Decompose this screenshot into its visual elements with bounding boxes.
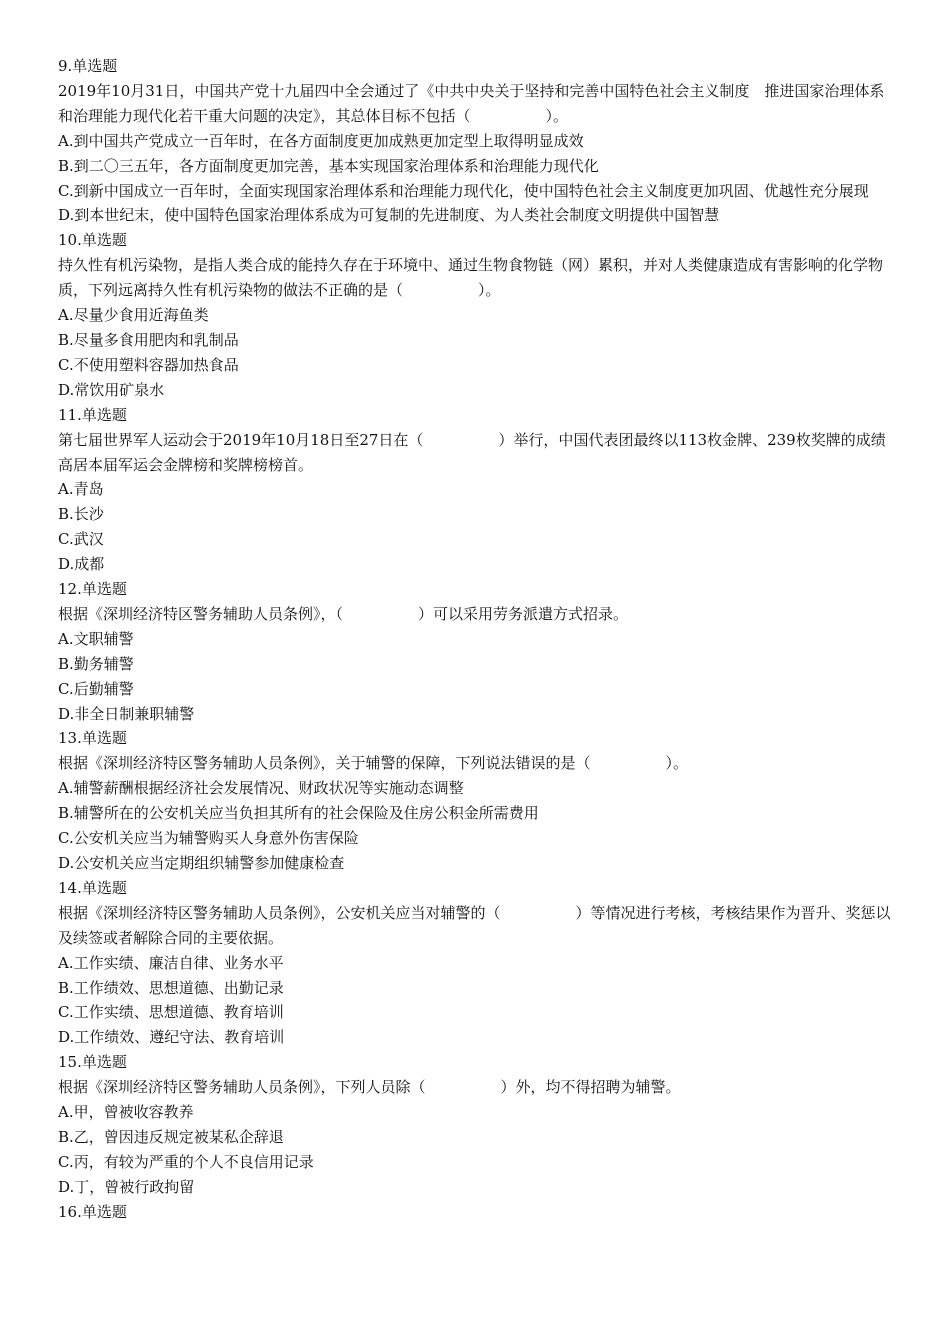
question-number: 14.单选题: [58, 878, 127, 897]
option-c: C.武汉: [58, 530, 104, 549]
question-stem: 根据《深圳经济特区警务辅助人员条例》，（ ）可以采用劳务派遣方式招录。: [58, 604, 629, 623]
option-b: B.长沙: [58, 505, 104, 524]
question-stem: 根据《深圳经济特区警务辅助人员条例》，下列人员除（ ）外，均不得招聘为辅警。: [58, 1078, 681, 1097]
option-b: B.工作绩效、思想道德、出勤记录: [58, 978, 284, 997]
option-d: D.到本世纪末，使中国特色国家治理体系成为可复制的先进制度、为人类社会制度文明提供中国智慧: [58, 206, 720, 225]
question-number: 9.单选题: [58, 57, 118, 75]
option-c: C.丙，有较为严重的个人不良信用记录: [58, 1152, 314, 1171]
question-15: [58, 1050, 898, 1199]
option-a: A.辅警薪酬根据经济社会发展情况、财政状况等实施动态调整: [58, 779, 464, 798]
question-stem: 2019年10月31日，中国共产党十九届四中全会通过了《中共中央关于坚持和完善中国特色社会主义制度 推进国家治理体系和治理能力现代化若干重大问题的决定》，其总体目标不包括（ ）。: [58, 81, 885, 125]
option-b: B.尽量多食用肥肉和乳制品: [58, 330, 239, 349]
option-d: D.常饮用矿泉水: [58, 380, 165, 399]
option-c: C.不使用塑料容器加热食品: [58, 355, 239, 374]
question-number: 16.单选题: [58, 1202, 127, 1221]
question-9: [58, 54, 898, 228]
question-stem: 根据《深圳经济特区警务辅助人员条例》，公安机关应当对辅警的（ ）等情况进行考核，考核结果作为晋升、奖惩以及续签或者解除合同的主要依据。: [58, 903, 891, 947]
option-d: D.非全日制兼职辅警: [58, 704, 195, 723]
option-a: A.工作实绩、廉洁自律、业务水平: [58, 953, 284, 972]
option-b: B.到二〇三五年，各方面制度更加完善，基本实现国家治理体系和治理能力现代化: [58, 156, 599, 175]
question-10: [58, 228, 898, 402]
option-c: C.到新中国成立一百年时，全面实现国家治理体系和治理能力现代化，使中国特色社会主义制度更加巩固、优越性充分展现: [58, 181, 869, 200]
option-a: A.甲，曾被收容教养: [58, 1103, 194, 1122]
question-number: 10.单选题: [58, 231, 127, 250]
question-stem: 根据《深圳经济特区警务辅助人员条例》，关于辅警的保障，下列说法错误的是（ ）。: [58, 754, 689, 773]
question-stem: 第七届世界军人运动会于2019年10月18日至27日在（ ）举行，中国代表团最终以113枚金牌、239枚奖牌的成绩高居本届军运会金牌榜和奖牌榜榜首。: [58, 430, 886, 474]
option-b: B.乙，曾因违反规定被某私企辞退: [58, 1127, 284, 1146]
option-a: A.尽量少食用近海鱼类: [58, 306, 209, 325]
question-number: 15.单选题: [58, 1053, 127, 1072]
question-13: [58, 726, 898, 875]
question-number: 11.单选题: [58, 405, 127, 424]
option-a: A.文职辅警: [58, 629, 134, 648]
question-11: [58, 403, 898, 577]
option-d: D.公安机关应当定期组织辅警参加健康检查: [58, 854, 345, 872]
question-12: [58, 577, 898, 726]
option-b: B.勤务辅警: [58, 654, 134, 673]
option-c: C.工作实绩、思想道德、教育培训: [58, 1003, 284, 1022]
option-c: C.后勤辅警: [58, 679, 134, 698]
question-stem: 持久性有机污染物，是指人类合成的能持久存在于环境中、通过生物食物链（网）累积，并对人类健康造成有害影响的化学物质，下列远离持久性有机污染物的做法不正确的是（ ）。: [58, 256, 884, 300]
question-number: 12.单选题: [58, 580, 127, 599]
option-a: A.青岛: [58, 480, 104, 499]
option-b: B.辅警所在的公安机关应当负担其所有的社会保险及住房公积金所需费用: [58, 804, 539, 823]
option-d: D.成都: [58, 555, 105, 574]
question-number: 13.单选题: [58, 729, 127, 748]
document-body: [58, 54, 898, 1225]
question-16: [58, 1200, 898, 1225]
option-a: A.到中国共产党成立一百年时，在各方面制度更加成熟更加定型上取得明显成效: [58, 131, 584, 150]
option-c: C.公安机关应当为辅警购买人身意外伤害保险: [58, 829, 359, 848]
option-d: D.工作绩效、遵纪守法、教育培训: [58, 1028, 285, 1047]
option-d: D.丁，曾被行政拘留: [58, 1177, 195, 1196]
question-14: [58, 876, 898, 1050]
